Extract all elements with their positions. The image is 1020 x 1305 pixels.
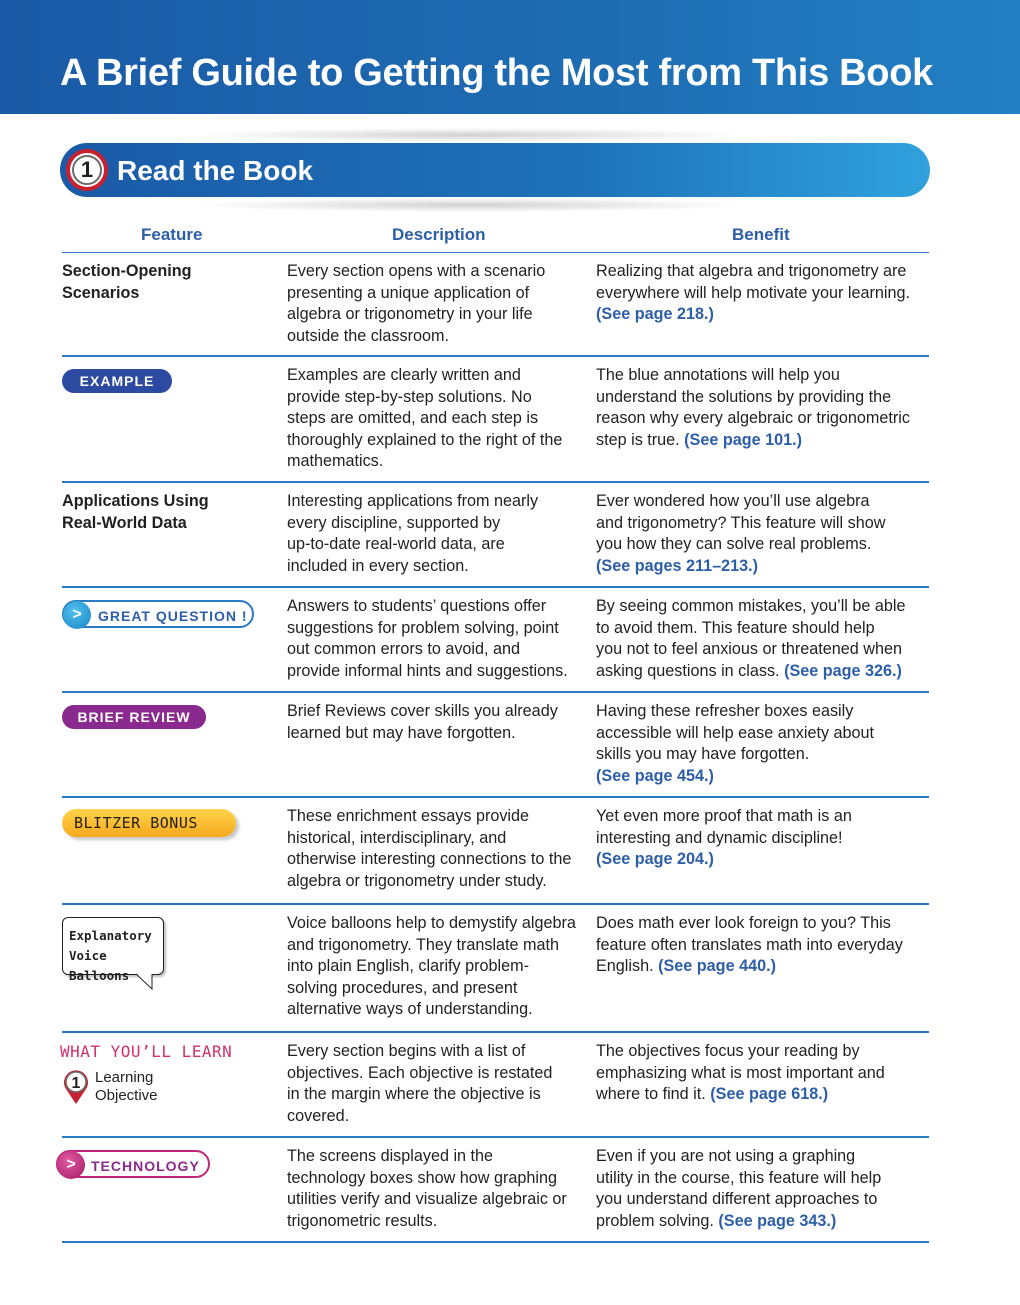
page-header xyxy=(0,0,1020,114)
voice-balloon-text: Voice Balloons xyxy=(69,948,130,983)
feature-cell xyxy=(62,806,277,837)
page-reference: (See page 343.) xyxy=(718,1211,837,1230)
learning-objective-line: Objective xyxy=(95,1086,158,1104)
technology-badge xyxy=(56,1150,210,1178)
benefit-line: you understand different approaches to xyxy=(596,1190,878,1209)
page-reference: (See page 326.) xyxy=(784,661,902,680)
benefit-line: everywhere will help motivate your learning. xyxy=(596,283,911,302)
description-line: covered. xyxy=(287,1106,350,1125)
description-cell xyxy=(287,913,587,1021)
benefit-line: asking questions in class. xyxy=(596,661,785,680)
table-row xyxy=(62,253,929,357)
page-reference: (See page 218.) xyxy=(596,305,714,324)
what-youll-learn-label: WHAT YOU’LL LEARN xyxy=(60,1042,233,1061)
description-line: otherwise interesting connections to the xyxy=(287,850,572,869)
voice-balloon-text: Explanatory xyxy=(69,928,152,943)
description-line: technology boxes show how graphing xyxy=(287,1168,557,1187)
feature-cell xyxy=(62,365,277,393)
description-cell xyxy=(287,806,587,892)
feature-cell xyxy=(62,596,277,628)
feature-cell xyxy=(62,491,277,534)
benefit-cell xyxy=(596,806,929,871)
description-cell xyxy=(287,596,587,682)
description-line: Every section begins with a list of xyxy=(287,1042,526,1060)
description-line: Answers to students’ questions offer xyxy=(287,597,547,615)
benefit-line: Even if you are not using a graphing xyxy=(596,1147,856,1165)
description-line: steps are omitted, and each step is xyxy=(287,409,539,428)
description-line: and trigonometry. They translate math xyxy=(287,935,560,954)
great-question-badge xyxy=(62,600,254,628)
benefit-line: reason why every algebraic or trigonometric xyxy=(596,409,910,428)
description-line: Examples are clearly written and xyxy=(287,366,521,384)
column-headers xyxy=(62,225,929,253)
page-title: A Brief Guide to Getting the Most from This Book xyxy=(60,52,933,94)
description-cell xyxy=(287,1041,587,1127)
objective-number: 1 xyxy=(71,1074,81,1092)
description-line: Interesting applications from nearly xyxy=(287,492,539,510)
feature-cell xyxy=(62,913,277,983)
learning-objective-marker xyxy=(62,1069,277,1109)
voice-balloon-label xyxy=(62,917,164,983)
description-line: algebra or trigonometry in your life xyxy=(287,305,533,324)
feature-name: Scenarios xyxy=(62,283,140,302)
description-line: utilities verify and visualize algebraic or xyxy=(287,1190,567,1209)
benefit-line: Having these refresher boxes easily xyxy=(596,702,854,720)
objective-pin-icon xyxy=(62,1069,90,1105)
benefit-line: problem solving. xyxy=(596,1211,719,1230)
page-reference: (See page 454.) xyxy=(596,766,714,785)
chevron-right-icon: > xyxy=(57,1151,85,1179)
description-line: every discipline, supported by xyxy=(287,513,501,532)
blitzer-bonus-badge: BLITZER BONUS xyxy=(62,809,236,837)
benefit-line: you not to feel anxious or threatened when xyxy=(596,640,902,659)
table-row xyxy=(62,483,929,588)
benefit-line: The blue annotations will help you xyxy=(596,366,840,384)
column-header-benefit: Benefit xyxy=(732,225,790,244)
step-number-icon xyxy=(66,149,108,191)
benefit-line: Ever wondered how you’ll use algebra xyxy=(596,492,870,510)
description-line: Every section opens with a scenario xyxy=(287,262,546,280)
section-bar-shadow-top xyxy=(190,128,750,142)
column-header-description: Description xyxy=(392,225,486,244)
table-row xyxy=(62,798,929,905)
column-header-feature: Feature xyxy=(141,225,203,244)
page-reference: (See page 204.) xyxy=(596,850,714,869)
description-line: mathematics. xyxy=(287,452,384,471)
great-question-label: GREAT QUESTION ! xyxy=(98,608,248,624)
table-row xyxy=(62,905,929,1033)
description-line: learned but may have forgotten. xyxy=(287,723,516,742)
section-title: Read the Book xyxy=(117,155,314,186)
description-line: trigonometric results. xyxy=(287,1211,438,1230)
brief-review-badge: BRIEF REVIEW xyxy=(62,705,206,729)
learning-objective-label xyxy=(95,1069,158,1105)
benefit-line: to avoid them. This feature should help xyxy=(596,618,875,637)
description-line: alternative ways of understanding. xyxy=(287,1000,533,1019)
description-line: up-to-date real-world data, are xyxy=(287,535,505,554)
benefit-line: emphasizing what is most important and xyxy=(596,1063,885,1082)
benefit-line: feature often translates math into everyday xyxy=(596,935,903,954)
benefit-cell xyxy=(596,1041,929,1106)
description-line: The screens displayed in the xyxy=(287,1147,494,1165)
table-row xyxy=(62,1138,929,1243)
chevron-right-icon: > xyxy=(63,601,91,629)
table-row xyxy=(62,357,929,483)
benefit-line: utility in the course, this feature will help xyxy=(596,1168,882,1187)
benefit-line: Realizing that algebra and trigonometry are xyxy=(596,262,907,280)
description-line: historical, interdisciplinary, and xyxy=(287,828,507,847)
benefit-line: you how they can solve real problems. xyxy=(596,535,872,554)
description-line: Brief Reviews cover skills you already xyxy=(287,702,558,720)
technology-label: TECHNOLOGY xyxy=(91,1158,200,1174)
description-line: suggestions for problem solving, point xyxy=(287,618,559,637)
feature-name: Applications Using xyxy=(62,492,209,510)
benefit-cell xyxy=(596,365,929,451)
benefit-line: Yet even more proof that math is an xyxy=(596,807,852,825)
page-reference: (See page 101.) xyxy=(684,430,803,449)
benefit-line: accessible will help ease anxiety about xyxy=(596,723,875,742)
table-row xyxy=(62,588,929,693)
section-bar xyxy=(60,143,930,197)
description-line: into plain English, clarify problem- xyxy=(287,957,530,976)
description-line: Voice balloons help to demystify algebra xyxy=(287,914,576,932)
description-line: provide step-by-step solutions. No xyxy=(287,387,532,406)
description-line: presenting a unique application of xyxy=(287,283,530,302)
step-number: 1 xyxy=(72,155,102,185)
feature-name: Real-World Data xyxy=(62,513,187,532)
description-line: objectives. Each objective is restated xyxy=(287,1063,553,1082)
feature-cell xyxy=(62,701,277,729)
benefit-line: and trigonometry? This feature will show xyxy=(596,513,886,532)
learning-objective-line: Learning xyxy=(95,1068,154,1086)
description-line: outside the classroom. xyxy=(287,326,449,345)
description-cell xyxy=(287,701,587,744)
description-line: algebra or trigonometry under study. xyxy=(287,871,547,890)
benefit-line: skills you may have forgotten. xyxy=(596,745,810,764)
benefit-line: where to find it. xyxy=(596,1085,711,1104)
description-line: thoroughly explained to the right of the xyxy=(287,430,563,449)
benefit-cell xyxy=(596,596,929,682)
description-line: out common errors to avoid, and xyxy=(287,640,521,659)
description-line: in the margin where the objective is xyxy=(287,1085,541,1104)
description-line: provide informal hints and suggestions. xyxy=(287,661,568,680)
benefit-line: Does math ever look foreign to you? This xyxy=(596,914,891,932)
example-badge: EXAMPLE xyxy=(62,369,172,393)
benefit-line: The objectives focus your reading by xyxy=(596,1042,860,1060)
description-line: included in every section. xyxy=(287,556,469,575)
benefit-cell xyxy=(596,1146,929,1232)
table-row xyxy=(62,693,929,798)
page-reference: (See page 618.) xyxy=(710,1085,829,1104)
benefit-cell xyxy=(596,491,929,577)
benefit-cell xyxy=(596,913,929,978)
feature-name: Section-Opening xyxy=(62,262,192,280)
description-line: solving procedures, and present xyxy=(287,978,518,997)
feature-cell xyxy=(62,1041,277,1109)
feature-table xyxy=(62,253,929,1243)
description-line: These enrichment essays provide xyxy=(287,807,530,825)
balloon-tail-icon xyxy=(136,973,156,991)
feature-cell xyxy=(62,261,277,304)
benefit-line: step is true. xyxy=(596,430,685,449)
section-bar-shadow-bottom xyxy=(190,198,750,212)
voice-balloon-icon xyxy=(62,917,164,983)
table-row xyxy=(62,1033,929,1138)
description-cell xyxy=(287,1146,587,1232)
page-reference: (See page 440.) xyxy=(658,957,776,976)
page-reference: (See pages 211–213.) xyxy=(596,556,758,575)
benefit-cell xyxy=(596,701,929,787)
description-cell xyxy=(287,491,587,577)
benefit-line: English. xyxy=(596,957,659,976)
benefit-cell xyxy=(596,261,929,326)
description-cell xyxy=(287,365,587,473)
benefit-line: interesting and dynamic discipline! xyxy=(596,828,843,847)
description-cell xyxy=(287,261,587,347)
benefit-line: understand the solutions by providing the xyxy=(596,387,892,406)
feature-cell xyxy=(62,1146,277,1178)
benefit-line: By seeing common mistakes, you’ll be able xyxy=(596,597,906,615)
